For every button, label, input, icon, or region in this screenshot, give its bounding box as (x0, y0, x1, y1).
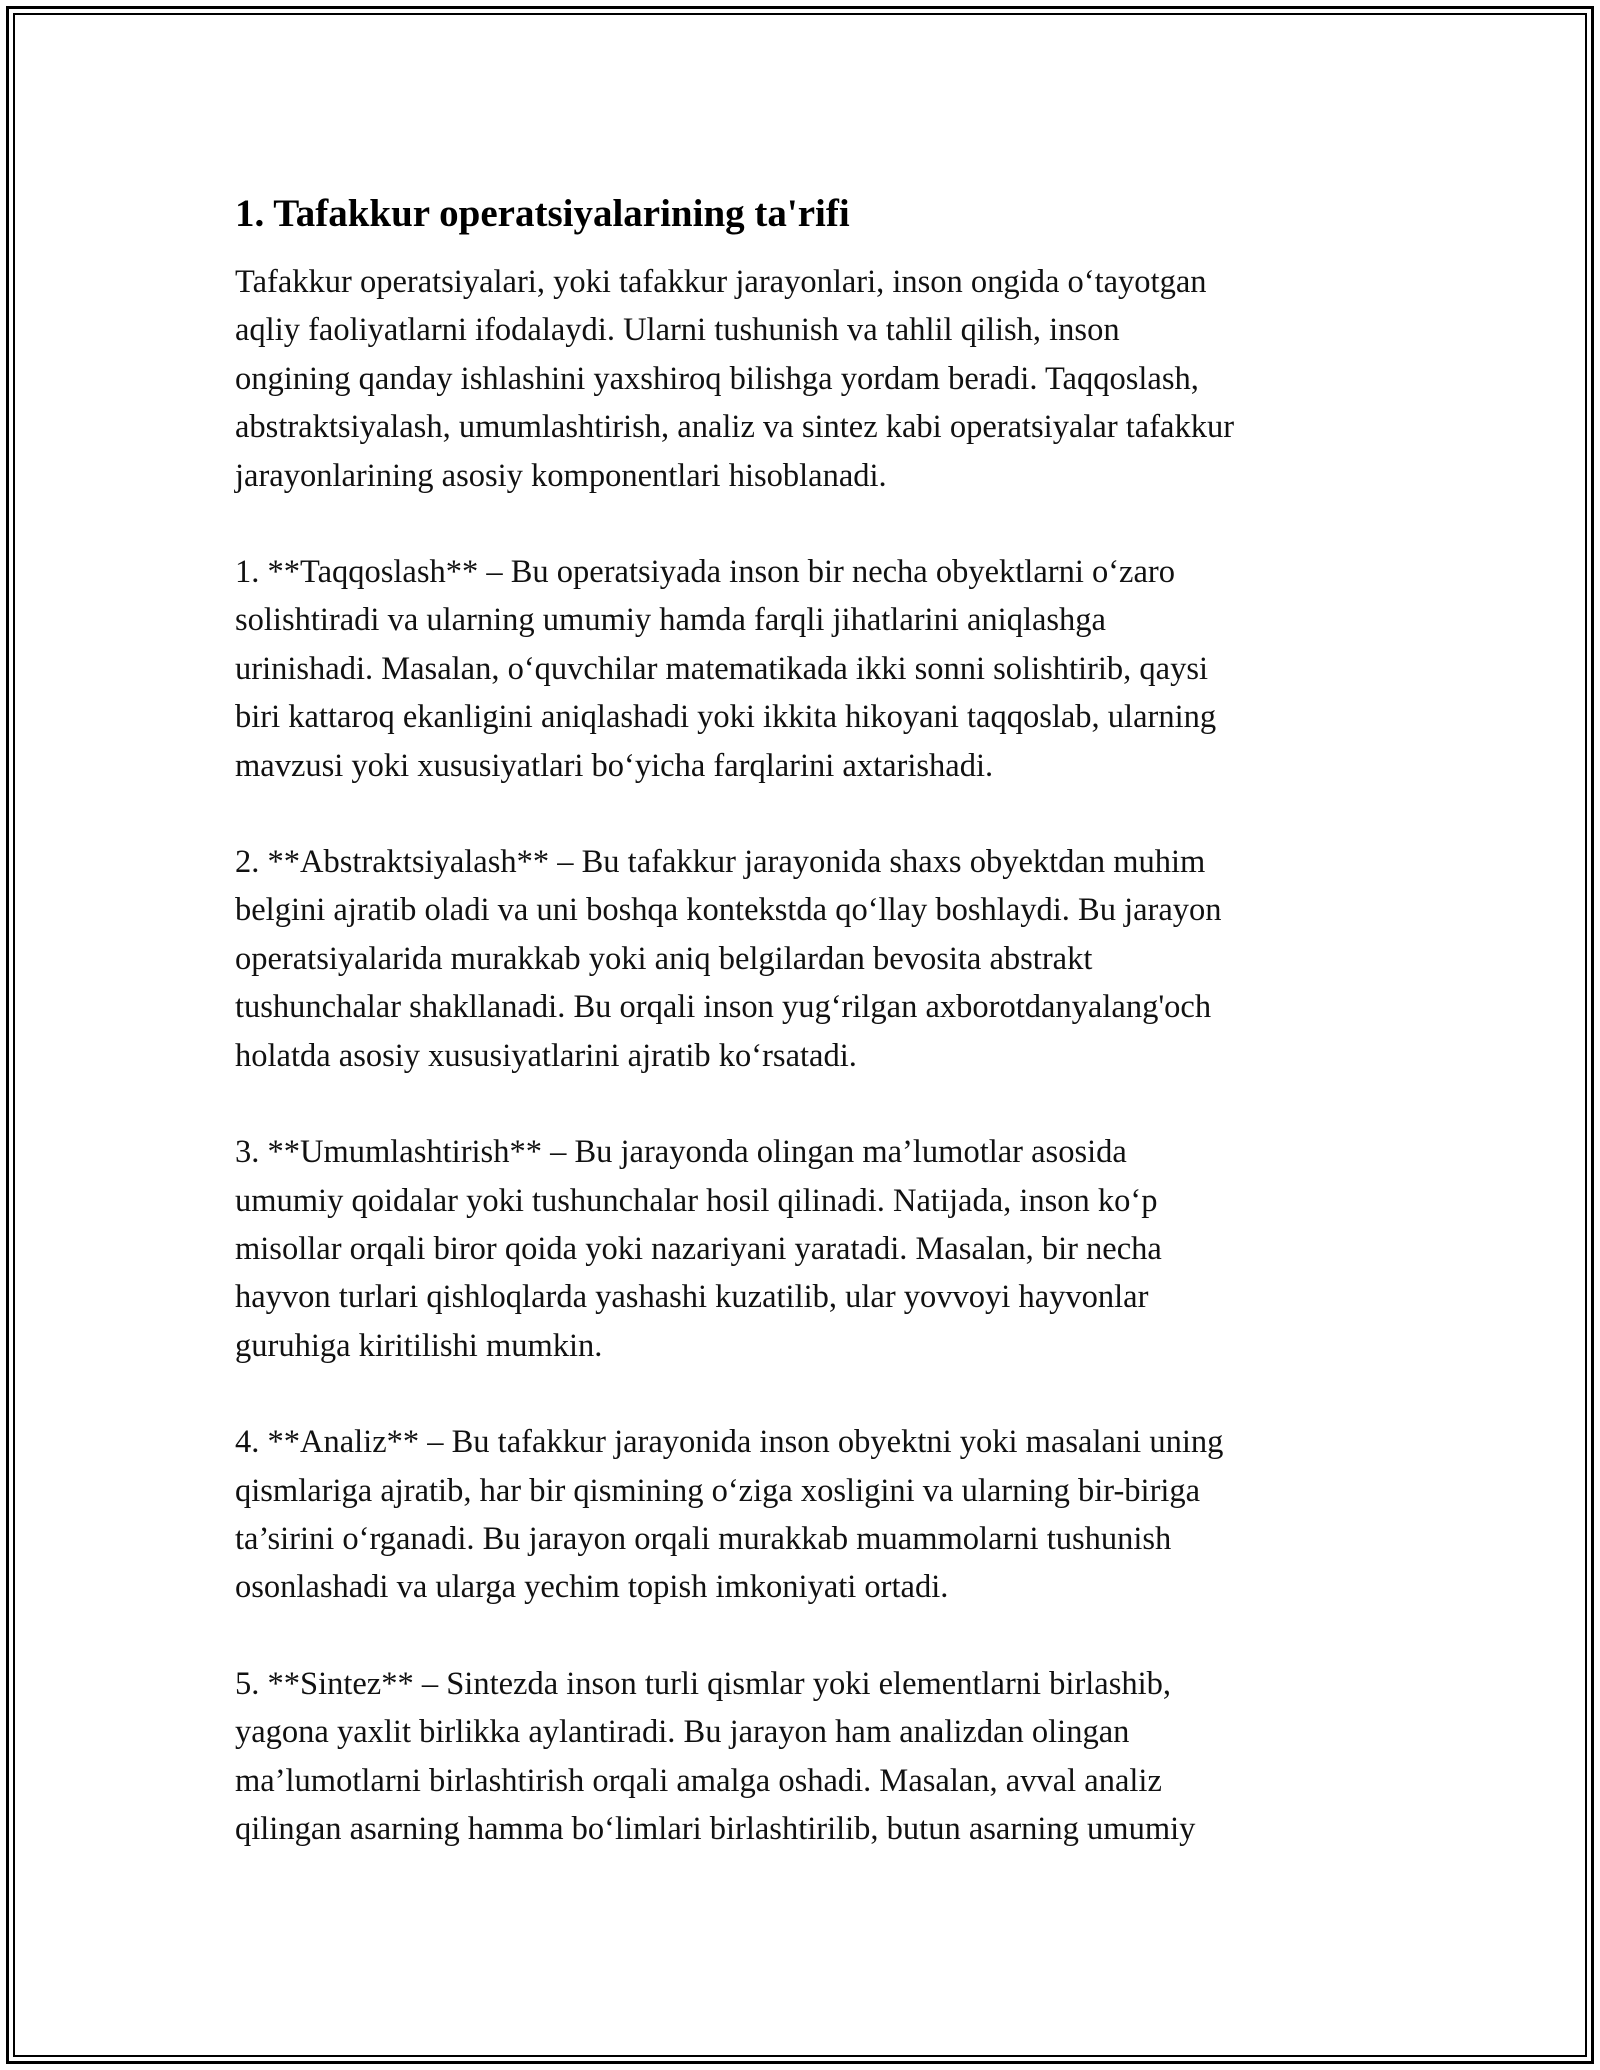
text-line: aqliy faoliyatlarni ifodalaydi. Ularni tushunish va tahlil qilish, inson (235, 312, 1120, 349)
paragraph (235, 838, 1370, 1080)
text-line: qismlariga ajratib, har bir qismining o‘ziga xosligini va ularning bir-biriga (235, 1472, 1201, 1509)
text-line: 2. **Abstraktsiyalash** – Bu tafakkur jarayonida shaxs obyektdan muhim (235, 844, 1206, 881)
paragraph (235, 1660, 1370, 1854)
document-body (235, 188, 1370, 1901)
text-line: operatsiyalarida murakkab yoki aniq belgilardan bevosita abstrakt (235, 940, 1093, 977)
text-line: 5. **Sintez** – Sintezda inson turli qismlar yoki elementlarni birlashib, (235, 1665, 1172, 1702)
text-line: mavzusi yoki xususiyatlari bo‘yicha farqlarini axtarishadi. (235, 747, 994, 784)
paragraph (235, 548, 1370, 790)
text-line: 3. **Umumlashtirish** – Bu jarayonda olingan ma’lumotlar asosida (235, 1134, 1127, 1171)
paragraph (235, 1128, 1370, 1370)
text-line: osonlashadi va ularga yechim topish imkoniyati ortadi. (235, 1569, 949, 1606)
text-line: biri kattaroq ekanligini aniqlashadi yoki ikkita hikoyani taqqoslab, ularning (235, 699, 1217, 736)
text-line: ma’lumotlarni birlashtirish orqali amalga oshadi. Masalan, avval analiz (235, 1762, 1162, 1799)
text-line: 1. **Taqqoslash** – Bu operatsiyada inson bir necha obyektlarni o‘zaro (235, 554, 1175, 591)
text-line: ta’sirini o‘rganadi. Bu jarayon orqali murakkab muammolarni tushunish (235, 1520, 1172, 1557)
paragraph (235, 258, 1370, 500)
text-line: tushunchalar shakllanadi. Bu orqali inson yug‘rilgan axborotdanyalang'och (235, 989, 1212, 1026)
text-line: yagona yaxlit birlikka aylantiradi. Bu jarayon ham analizdan olingan (235, 1714, 1130, 1751)
text-line: jarayonlarining asosiy komponentlari hisoblanadi. (235, 457, 887, 494)
section-title: 1. Tafakkur operatsiyalarining ta'rifi (235, 192, 850, 235)
text-line: solishtiradi va ularning umumiy hamda farqli jihatlarini aniqlashga (235, 602, 1106, 639)
paragraph (235, 1418, 1370, 1612)
text-line: holatda asosiy xususiyatlarini ajratib ko‘rsatadi. (235, 1037, 857, 1074)
text-line: abstraktsiyalash, umumlashtirish, analiz va sintez kabi operatsiyalar tafakkur (235, 409, 1235, 446)
text-line: umumiy qoidalar yoki tushunchalar hosil qilinadi. Natijada, inson ko‘p (235, 1182, 1158, 1219)
text-line: hayvon turlari qishloqlarda yashashi kuzatilib, ular yovvoyi hayvonlar (235, 1279, 1149, 1316)
text-line: 4. **Analiz** – Bu tafakkur jarayonida inson obyektni yoki masalani uning (235, 1424, 1224, 1461)
text-line: ongining qanday ishlashini yaxshiroq bilishga yordam beradi. Taqqoslash, (235, 360, 1199, 397)
text-line: Tafakkur operatsiyalari, yoki tafakkur jarayonlari, inson ongida o‘tayotgan (235, 264, 1207, 300)
text-line: guruhiga kiritilishi mumkin. (235, 1327, 603, 1364)
text-line: urinishadi. Masalan, o‘quvchilar matematikada ikki sonni solishtirib, qaysi (235, 650, 1209, 687)
paragraph-list (235, 258, 1370, 1853)
text-line: qilingan asarning hamma bo‘limlari birlashtirilib, butun asarning umumiy (235, 1810, 1196, 1847)
text-line: misollar orqali biror qoida yoki nazariyani yaratadi. Masalan, bir necha (235, 1230, 1162, 1267)
text-line: belgini ajratib oladi va uni boshqa kontekstda qo‘llay boshlaydi. Bu jarayon (235, 892, 1222, 929)
